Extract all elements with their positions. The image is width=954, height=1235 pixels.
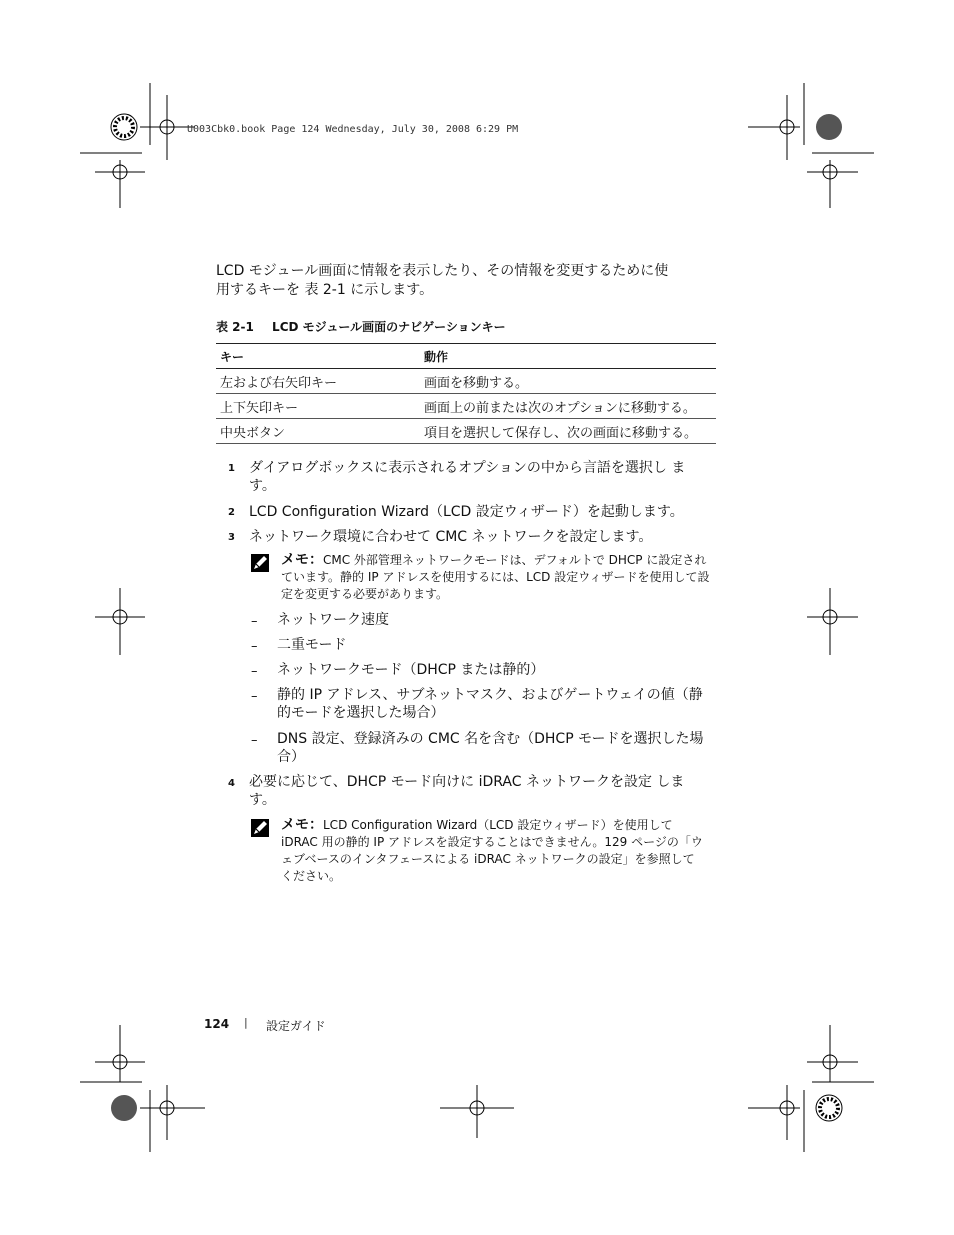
bullet-dash: –: [251, 689, 258, 704]
table-header-row: [216, 344, 716, 369]
bullet-dash: –: [251, 639, 258, 654]
navigation-keys-table: [216, 343, 716, 444]
table-caption: [216, 318, 506, 335]
bullet-dash: –: [251, 664, 258, 679]
table-cell-action: 画面上の前または次のオプションに移動する。: [420, 394, 716, 419]
intro-line-2: 用するキーを 表 2-1 に示します。: [216, 282, 434, 298]
bullet-item: 二重モード: [277, 637, 347, 653]
step-3-number: 3: [228, 532, 235, 543]
note-pencil-icon: [250, 818, 270, 838]
note-2-label: メモ：: [281, 817, 323, 833]
step-4-text: 必要に応じて、DHCP モード向けに iDRAC ネットワークを設定 します。: [249, 774, 685, 808]
footer-separator: |: [244, 1016, 248, 1029]
table-cell-key: 上下矢印キー: [216, 394, 420, 419]
header-action: 動作: [420, 344, 716, 369]
table-row: [216, 369, 716, 394]
intro-paragraph: [216, 262, 716, 300]
step-2-text: LCD Configuration Wizard（LCD 設定ウィザード）を起動します。: [249, 504, 684, 520]
step-2-number: 2: [228, 507, 235, 518]
note-1: [281, 552, 711, 603]
step-1-text: ダイアログボックスに表示されるオプションの中から言語を選択し ます。: [249, 460, 686, 494]
step-3-text: ネットワーク環境に合わせて CMC ネットワークを設定します。: [249, 529, 653, 545]
table-cell-key: 中央ボタン: [216, 419, 420, 444]
intro-line-1: LCD モジュール画面に情報を表示したり、その情報を変更するために使: [216, 263, 669, 279]
bullet-item: 静的 IP アドレス、サブネットマスク、およびゲートウェイの値（静的モードを選択した場合）: [277, 687, 703, 721]
bullet-item: ネットワーク速度: [277, 612, 389, 628]
table-cell-action: 項目を選択して保存し、次の画面に移動する。: [420, 419, 716, 444]
step-4-number: 4: [228, 778, 235, 789]
table-cell-key: 左および右矢印キー: [216, 369, 420, 394]
note-pencil-icon: [250, 553, 270, 573]
note-1-text: CMC 外部管理ネットワークモードは、デフォルトで DHCP に設定されています。静的 IP アドレスを使用するには、LCD 設定ウィザードを使用して設定を変更する必要があります。: [281, 553, 710, 601]
bullet-item: ネットワークモード（DHCP または静的）: [277, 662, 545, 678]
note-1-label: メモ：: [281, 552, 323, 568]
print-header: U003Cbk0.book Page 124 Wednesday, July 30, 2008 6:29 PM: [187, 124, 519, 135]
bullet-dash: –: [251, 614, 258, 629]
note-2-text: LCD Configuration Wizard（LCD 設定ウィザード）を使用して iDRAC 用の静的 IP アドレスを設定することはできません。129 ページの「ウェブベースのインタフェースによる iDRAC ネットワークの設定」を参照してください。: [281, 818, 703, 883]
header-key: キー: [216, 344, 420, 369]
table-caption-number: 表 2-1: [216, 320, 254, 334]
page-number: 124: [204, 1017, 230, 1031]
bullet-item: DNS 設定、登録済みの CMC 名を含む（DHCP モードを選択した場合）: [277, 731, 704, 765]
table-row: [216, 394, 716, 419]
bullet-dash: –: [251, 733, 258, 748]
table-row: [216, 419, 716, 444]
table-caption-title: LCD モジュール画面のナビゲーションキー: [272, 320, 506, 334]
footer-section-title: 設定ガイド: [266, 1019, 326, 1033]
step-1-number: 1: [228, 463, 235, 474]
table-cell-action: 画面を移動する。: [420, 369, 716, 394]
note-2: [281, 817, 705, 885]
